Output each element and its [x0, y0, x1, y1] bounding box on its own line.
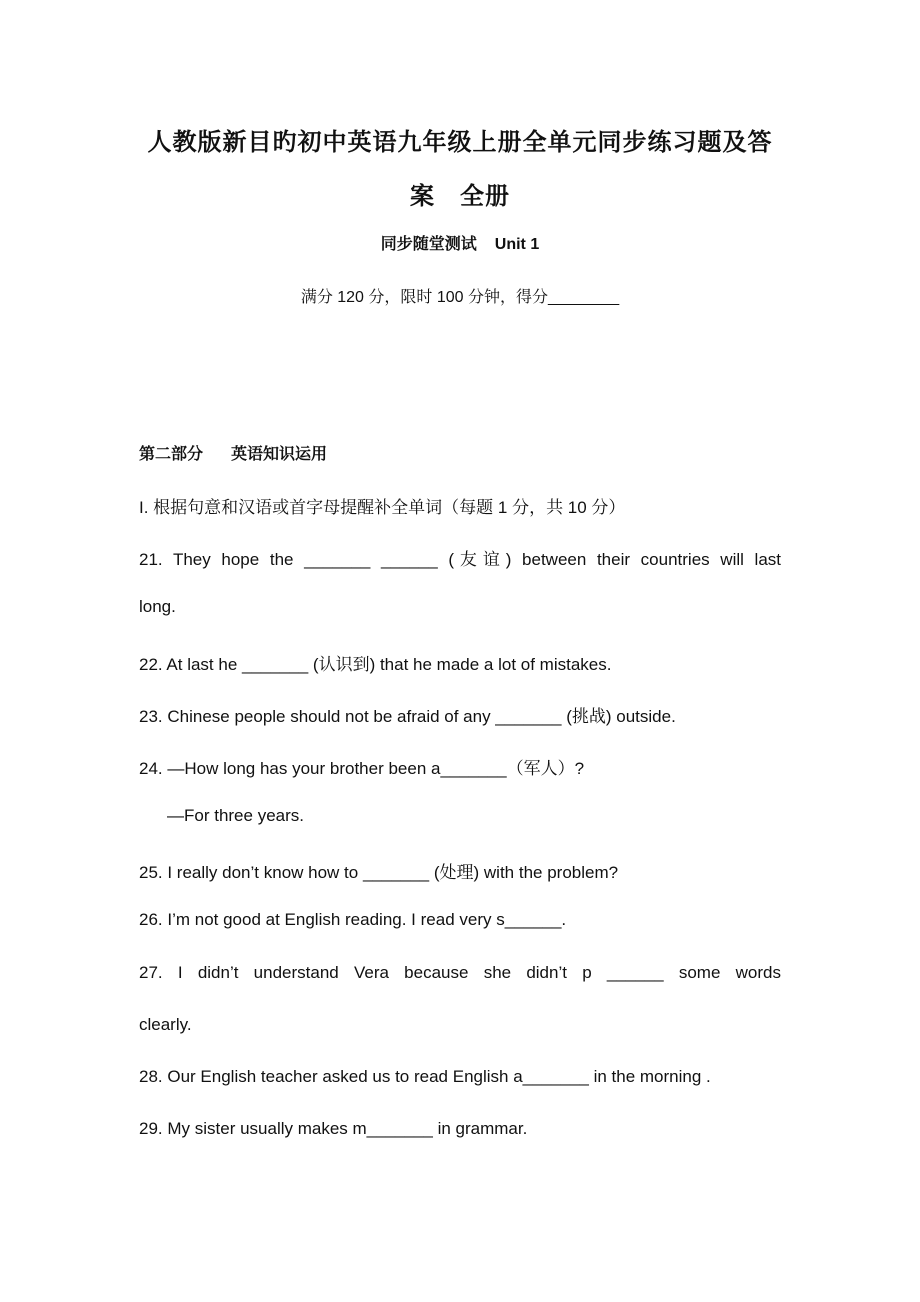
question-29: 29. My sister usually makes m_______ in grammar.: [139, 1119, 528, 1138]
question-21-line-2: long.: [139, 597, 176, 616]
question-28: 28. Our English teacher asked us to read English a_______ in the morning .: [139, 1067, 711, 1086]
section-title: 英语知识运用: [231, 446, 328, 463]
question-24: 24. —How long has your brother been a_______（军人）?: [139, 759, 585, 778]
document-title-line-2: 案 全册: [410, 181, 510, 210]
question-27-line-2: clearly.: [139, 1015, 192, 1034]
subtitle-unit: Unit 1: [494, 236, 540, 253]
subtitle-text: 同步随堂测试: [380, 236, 477, 253]
question-25: 25. I really don’t know how to _______ (处理) with the problem?: [139, 863, 619, 882]
question-24-answer: —For three years.: [167, 806, 304, 825]
question-27-line-1: 27. I didn’t understand Vera because she didn’t p ______ some words: [139, 963, 781, 982]
question-26: 26. I’m not good at English reading. I read very s______.: [139, 910, 567, 929]
section-heading: [139, 441, 327, 464]
section-label: 第二部分: [139, 446, 204, 463]
question-22: 22. At last he _______ (认识到) that he made a lot of mistakes.: [139, 655, 612, 674]
question-21-line-1: 21. They hope the _______ ______ (友谊) between their countries will last: [139, 550, 781, 569]
instructions: I. 根据句意和汉语或首字母提醒补全单词（每题 1 分，共 10 分）: [139, 498, 626, 517]
document-title-line-1: 人教版新目旳初中英语九年级上册全单元同步练习题及答: [147, 127, 773, 156]
document-subtitle: [120, 231, 800, 254]
score-line: 满分 120 分，限时 100 分钟，得分________: [300, 289, 620, 306]
question-23: 23. Chinese people should not be afraid of any _______ (挑战) outside.: [139, 707, 676, 726]
